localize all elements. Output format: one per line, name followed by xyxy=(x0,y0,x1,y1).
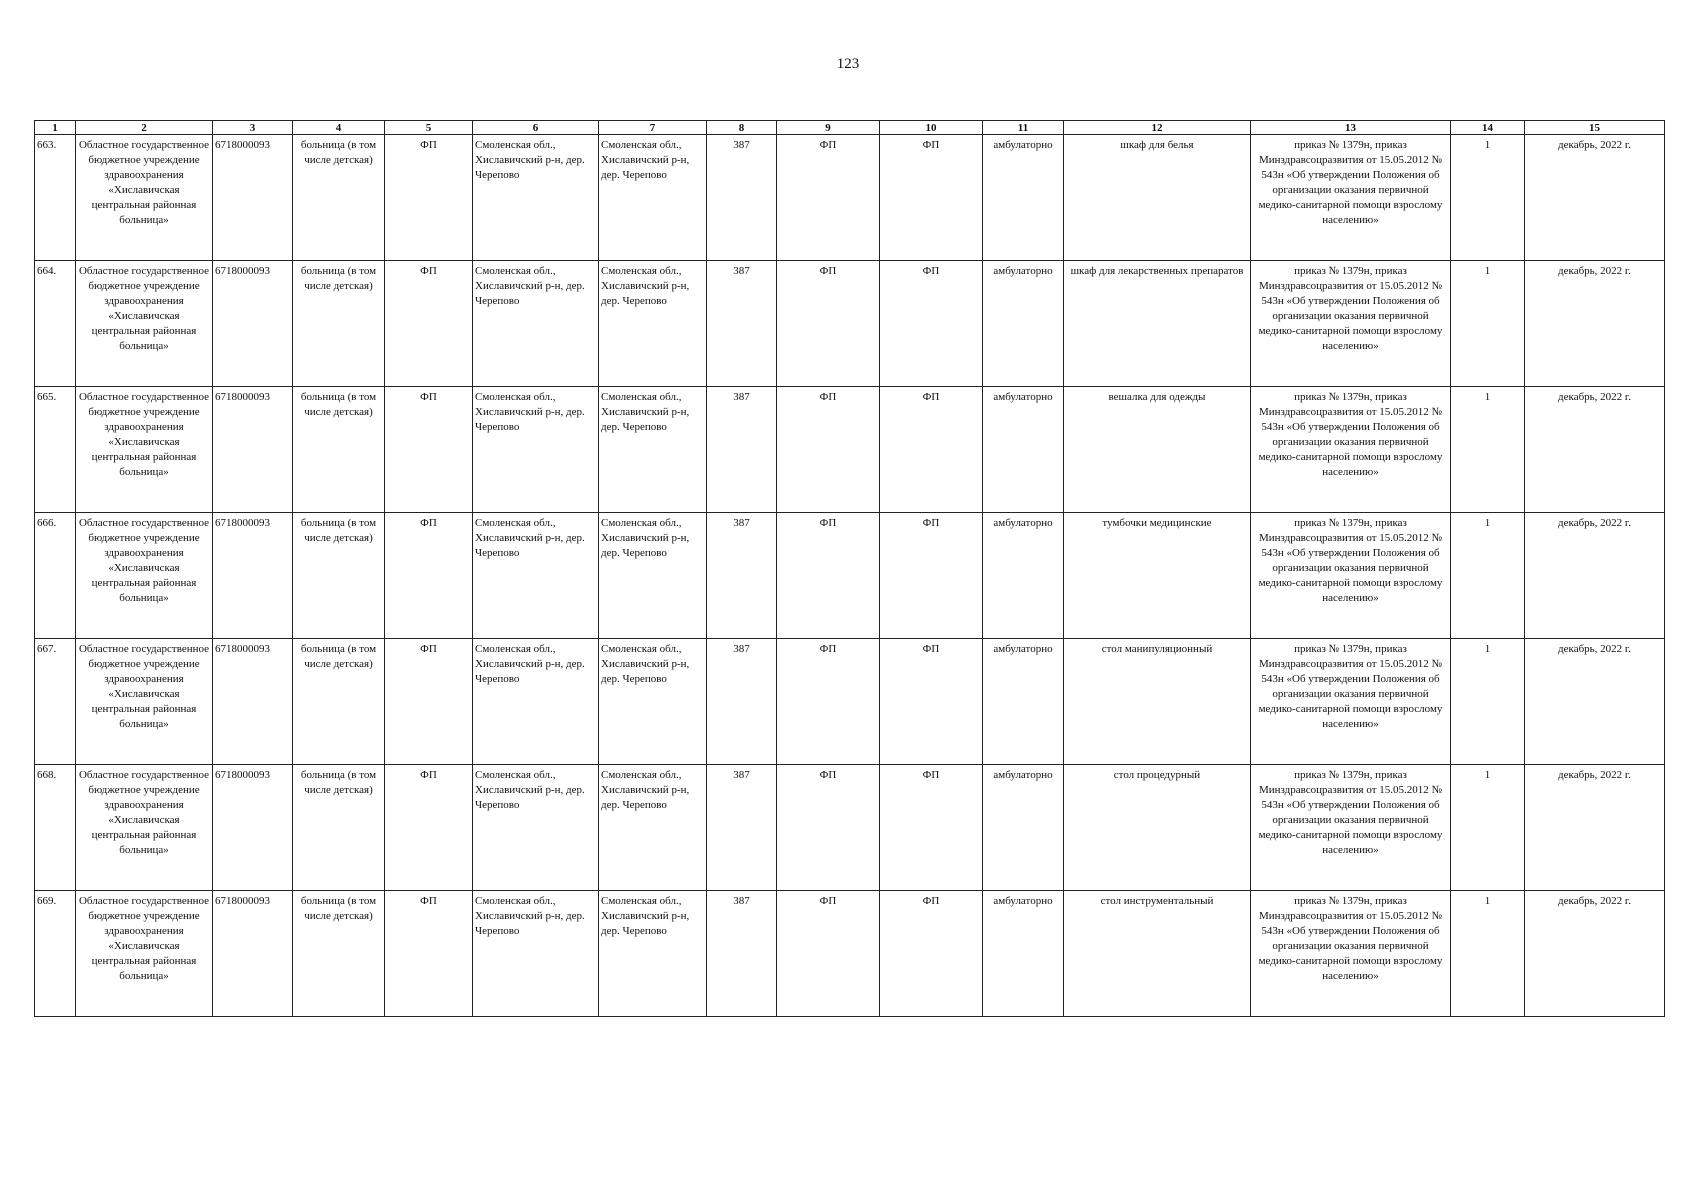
address-secondary: Смоленская обл., Хиславичский р-н, дер. Черепово xyxy=(599,513,707,639)
inn: 6718000093 xyxy=(213,891,293,1017)
population: 387 xyxy=(707,765,777,891)
organization-name: Областное государственное бюджетное учреждение здравоохранения «Хиславичская центральная районная больница» xyxy=(76,639,213,765)
population: 387 xyxy=(707,639,777,765)
column-header-2: 2 xyxy=(76,121,213,135)
delivery-date: декабрь, 2022 г. xyxy=(1525,891,1665,1017)
column-header-1: 1 xyxy=(35,121,76,135)
unit-type: ФП xyxy=(385,135,473,261)
quantity: 1 xyxy=(1451,891,1525,1017)
organization-name: Областное государственное бюджетное учреждение здравоохранения «Хиславичская центральная районная больница» xyxy=(76,513,213,639)
unit-type-9: ФП xyxy=(777,639,880,765)
quantity: 1 xyxy=(1451,135,1525,261)
unit-type-9: ФП xyxy=(777,135,880,261)
care-form: амбулаторно xyxy=(983,135,1064,261)
address-secondary: Смоленская обл., Хиславичский р-н, дер. Черепово xyxy=(599,639,707,765)
facility-type: больница (в том числе детская) xyxy=(293,891,385,1017)
organization-name: Областное государственное бюджетное учреждение здравоохранения «Хиславичская центральная районная больница» xyxy=(76,891,213,1017)
address-secondary: Смоленская обл., Хиславичский р-н, дер. Черепово xyxy=(599,891,707,1017)
registry-table xyxy=(34,120,1665,1017)
population: 387 xyxy=(707,135,777,261)
column-header-13: 13 xyxy=(1251,121,1451,135)
address-secondary: Смоленская обл., Хиславичский р-н, дер. Черепово xyxy=(599,765,707,891)
facility-type: больница (в том числе детская) xyxy=(293,765,385,891)
address-primary: Смоленская обл., Хиславичский р-н, дер. Черепово xyxy=(473,387,599,513)
legal-basis: приказ № 1379н, приказ Минздравсоцразвития от 15.05.2012 № 543н «Об утверждении Положения об организации оказания первичной медико-санитарной помощи взрослому населению» xyxy=(1251,639,1451,765)
unit-type-9: ФП xyxy=(777,513,880,639)
row-number: 668. xyxy=(35,765,76,891)
unit-type-9: ФП xyxy=(777,261,880,387)
organization-name: Областное государственное бюджетное учреждение здравоохранения «Хиславичская центральная районная больница» xyxy=(76,135,213,261)
quantity: 1 xyxy=(1451,387,1525,513)
legal-basis: приказ № 1379н, приказ Минздравсоцразвития от 15.05.2012 № 543н «Об утверждении Положения об организации оказания первичной медико-санитарной помощи взрослому населению» xyxy=(1251,513,1451,639)
equipment-item: стол манипуляционный xyxy=(1064,639,1251,765)
column-header-12: 12 xyxy=(1064,121,1251,135)
row-number: 664. xyxy=(35,261,76,387)
unit-type: ФП xyxy=(385,891,473,1017)
table-body xyxy=(35,135,1665,1017)
address-primary: Смоленская обл., Хиславичский р-н, дер. Черепово xyxy=(473,135,599,261)
facility-type: больница (в том числе детская) xyxy=(293,261,385,387)
unit-type-10: ФП xyxy=(880,891,983,1017)
column-header-15: 15 xyxy=(1525,121,1665,135)
unit-type-10: ФП xyxy=(880,387,983,513)
quantity: 1 xyxy=(1451,639,1525,765)
unit-type-10: ФП xyxy=(880,261,983,387)
delivery-date: декабрь, 2022 г. xyxy=(1525,387,1665,513)
address-secondary: Смоленская обл., Хиславичский р-н, дер. Черепово xyxy=(599,261,707,387)
care-form: амбулаторно xyxy=(983,891,1064,1017)
facility-type: больница (в том числе детская) xyxy=(293,513,385,639)
column-header-8: 8 xyxy=(707,121,777,135)
quantity: 1 xyxy=(1451,765,1525,891)
unit-type-9: ФП xyxy=(777,387,880,513)
row-number: 667. xyxy=(35,639,76,765)
column-header-4: 4 xyxy=(293,121,385,135)
address-primary: Смоленская обл., Хиславичский р-н, дер. Черепово xyxy=(473,891,599,1017)
equipment-item: шкаф для лекарственных препаратов xyxy=(1064,261,1251,387)
inn: 6718000093 xyxy=(213,639,293,765)
inn: 6718000093 xyxy=(213,513,293,639)
unit-type-10: ФП xyxy=(880,513,983,639)
care-form: амбулаторно xyxy=(983,387,1064,513)
header-row xyxy=(35,121,1665,135)
facility-type: больница (в том числе детская) xyxy=(293,639,385,765)
address-primary: Смоленская обл., Хиславичский р-н, дер. Черепово xyxy=(473,513,599,639)
row-number: 666. xyxy=(35,513,76,639)
column-header-11: 11 xyxy=(983,121,1064,135)
delivery-date: декабрь, 2022 г. xyxy=(1525,639,1665,765)
delivery-date: декабрь, 2022 г. xyxy=(1525,765,1665,891)
legal-basis: приказ № 1379н, приказ Минздравсоцразвития от 15.05.2012 № 543н «Об утверждении Положения об организации оказания первичной медико-санитарной помощи взрослому населению» xyxy=(1251,261,1451,387)
column-header-14: 14 xyxy=(1451,121,1525,135)
equipment-item: стол процедурный xyxy=(1064,765,1251,891)
row-number: 669. xyxy=(35,891,76,1017)
table-row xyxy=(35,513,1665,639)
column-header-10: 10 xyxy=(880,121,983,135)
quantity: 1 xyxy=(1451,261,1525,387)
population: 387 xyxy=(707,261,777,387)
legal-basis: приказ № 1379н, приказ Минздравсоцразвития от 15.05.2012 № 543н «Об утверждении Положения об организации оказания первичной медико-санитарной помощи взрослому населению» xyxy=(1251,135,1451,261)
row-number: 665. xyxy=(35,387,76,513)
facility-type: больница (в том числе детская) xyxy=(293,135,385,261)
column-header-6: 6 xyxy=(473,121,599,135)
inn: 6718000093 xyxy=(213,387,293,513)
population: 387 xyxy=(707,513,777,639)
column-header-3: 3 xyxy=(213,121,293,135)
organization-name: Областное государственное бюджетное учреждение здравоохранения «Хиславичская центральная районная больница» xyxy=(76,765,213,891)
unit-type-9: ФП xyxy=(777,891,880,1017)
inn: 6718000093 xyxy=(213,135,293,261)
legal-basis: приказ № 1379н, приказ Минздравсоцразвития от 15.05.2012 № 543н «Об утверждении Положения об организации оказания первичной медико-санитарной помощи взрослому населению» xyxy=(1251,387,1451,513)
address-secondary: Смоленская обл., Хиславичский р-н, дер. Черепово xyxy=(599,135,707,261)
column-header-9: 9 xyxy=(777,121,880,135)
population: 387 xyxy=(707,891,777,1017)
organization-name: Областное государственное бюджетное учреждение здравоохранения «Хиславичская центральная районная больница» xyxy=(76,387,213,513)
table-row xyxy=(35,261,1665,387)
page-number: 123 xyxy=(836,56,860,72)
unit-type: ФП xyxy=(385,387,473,513)
equipment-item: вешалка для одежды xyxy=(1064,387,1251,513)
row-number: 663. xyxy=(35,135,76,261)
address-primary: Смоленская обл., Хиславичский р-н, дер. Черепово xyxy=(473,765,599,891)
equipment-item: стол инструментальный xyxy=(1064,891,1251,1017)
facility-type: больница (в том числе детская) xyxy=(293,387,385,513)
delivery-date: декабрь, 2022 г. xyxy=(1525,261,1665,387)
care-form: амбулаторно xyxy=(983,261,1064,387)
inn: 6718000093 xyxy=(213,765,293,891)
unit-type-10: ФП xyxy=(880,765,983,891)
legal-basis: приказ № 1379н, приказ Минздравсоцразвития от 15.05.2012 № 543н «Об утверждении Положения об организации оказания первичной медико-санитарной помощи взрослому населению» xyxy=(1251,765,1451,891)
table-row xyxy=(35,765,1665,891)
equipment-item: шкаф для белья xyxy=(1064,135,1251,261)
unit-type: ФП xyxy=(385,513,473,639)
column-header-5: 5 xyxy=(385,121,473,135)
unit-type: ФП xyxy=(385,261,473,387)
inn: 6718000093 xyxy=(213,261,293,387)
address-secondary: Смоленская обл., Хиславичский р-н, дер. Черепово xyxy=(599,387,707,513)
care-form: амбулаторно xyxy=(983,639,1064,765)
address-primary: Смоленская обл., Хиславичский р-н, дер. Черепово xyxy=(473,261,599,387)
address-primary: Смоленская обл., Хиславичский р-н, дер. Черепово xyxy=(473,639,599,765)
legal-basis: приказ № 1379н, приказ Минздравсоцразвития от 15.05.2012 № 543н «Об утверждении Положения об организации оказания первичной медико-санитарной помощи взрослому населению» xyxy=(1251,891,1451,1017)
equipment-item: тумбочки медицинские xyxy=(1064,513,1251,639)
table-row xyxy=(35,135,1665,261)
column-header-7: 7 xyxy=(599,121,707,135)
care-form: амбулаторно xyxy=(983,513,1064,639)
unit-type-10: ФП xyxy=(880,135,983,261)
unit-type-10: ФП xyxy=(880,639,983,765)
delivery-date: декабрь, 2022 г. xyxy=(1525,135,1665,261)
unit-type: ФП xyxy=(385,765,473,891)
table-row xyxy=(35,387,1665,513)
table-row xyxy=(35,639,1665,765)
table-row xyxy=(35,891,1665,1017)
delivery-date: декабрь, 2022 г. xyxy=(1525,513,1665,639)
care-form: амбулаторно xyxy=(983,765,1064,891)
unit-type-9: ФП xyxy=(777,765,880,891)
organization-name: Областное государственное бюджетное учреждение здравоохранения «Хиславичская центральная районная больница» xyxy=(76,261,213,387)
population: 387 xyxy=(707,387,777,513)
unit-type: ФП xyxy=(385,639,473,765)
quantity: 1 xyxy=(1451,513,1525,639)
